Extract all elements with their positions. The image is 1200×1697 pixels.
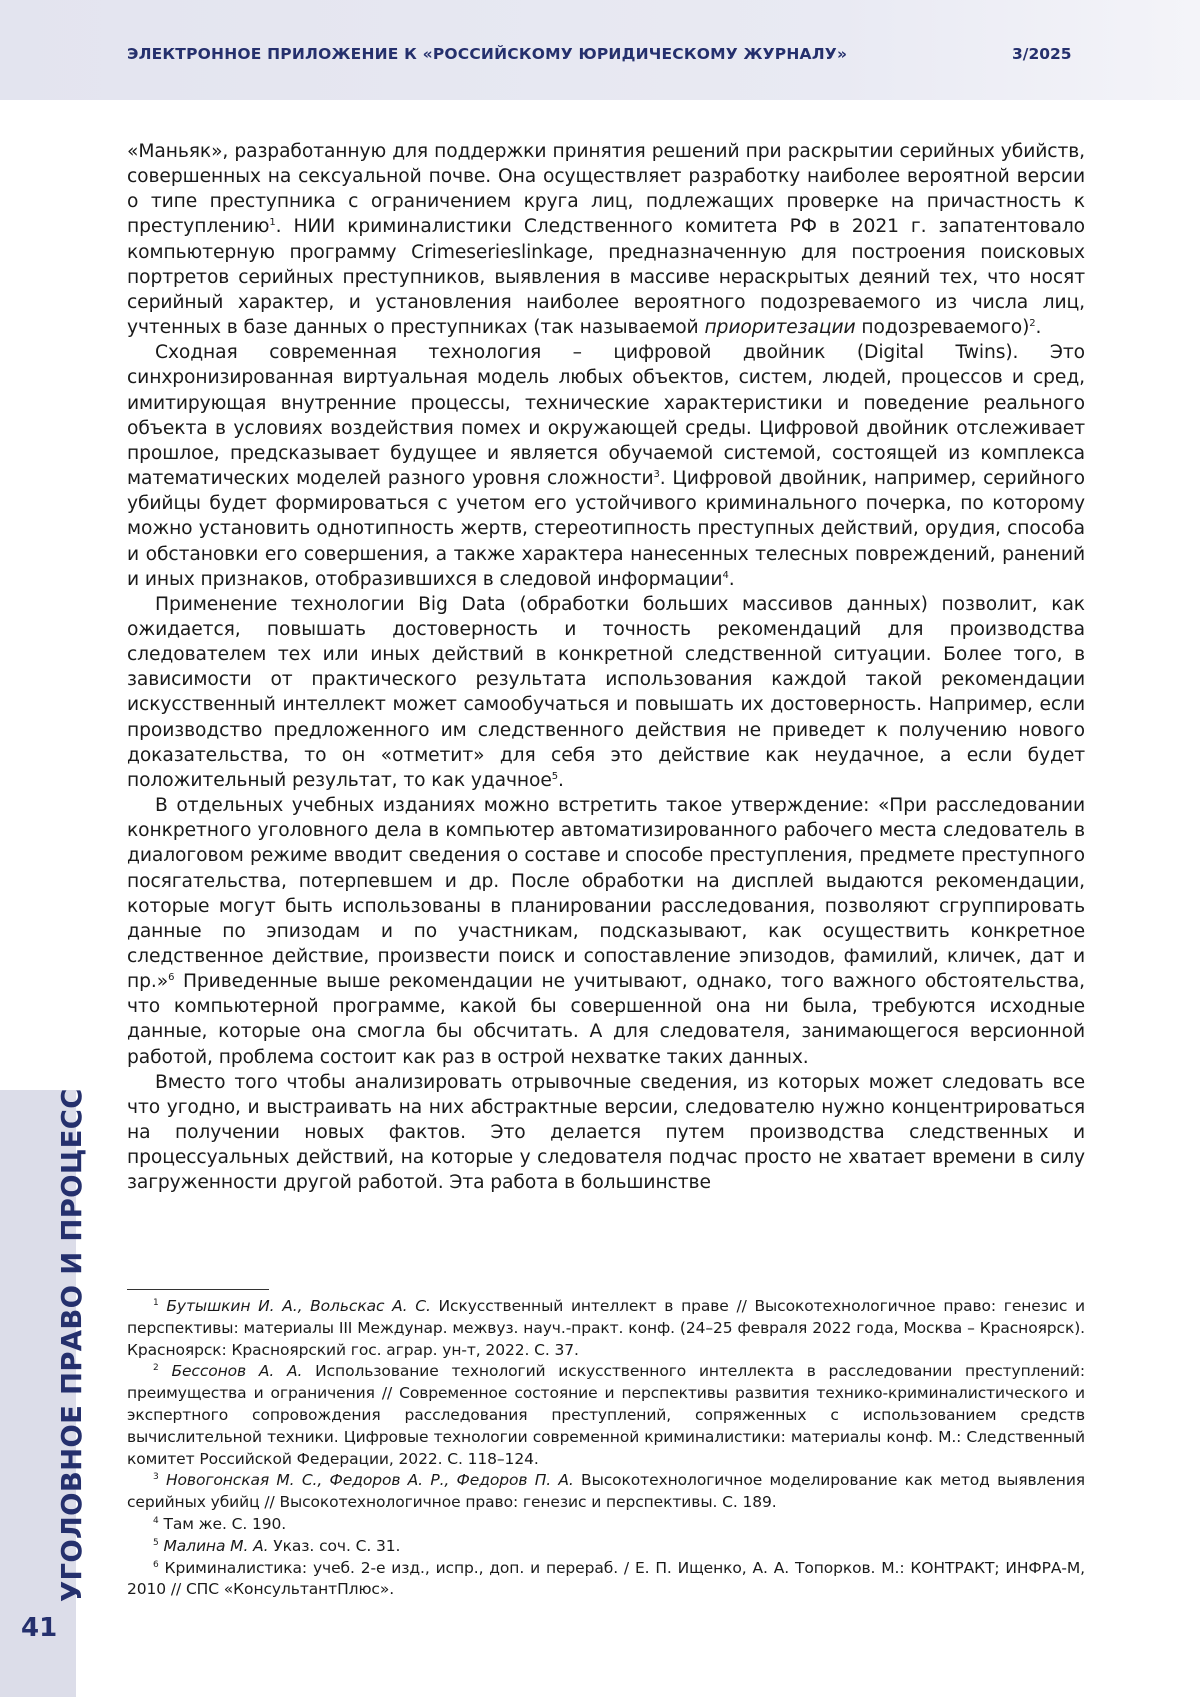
paragraph-text: . — [729, 569, 735, 590]
footnote-author: Новогонская М. С., Федоров А. Р., Федоров П. А. — [166, 1471, 574, 1489]
footnote-text: Криминалистика: учеб. 2-е изд., испр., доп. и перераб. / Е. П. Ищенко, А. А. Топорков. М.: КОНТРАКТ; ИНФРА-М, 2010 // СПС «КонсультантПлюс». — [127, 1559, 1085, 1599]
footnotes — [127, 1296, 1085, 1601]
paragraph-text: «Маньяк», разработанную для поддержки принятия решений при раскрытии серийных убийств, совершенных на сексуальной почве. Она осуществляет разработку наиболее вероятной версии о типе преступника с ограничением круга лиц, подлежащих проверке на причастность к преступлению — [127, 141, 1085, 237]
paragraph-text: . — [558, 770, 564, 791]
journal-header-band — [0, 0, 1200, 100]
issue-number: 3/2025 — [1012, 45, 1072, 63]
footnote-number: 1 — [153, 1298, 159, 1308]
page-number: 41 — [21, 1613, 57, 1643]
footnote-text: Использование технологий искусственного интеллекта в расследовании преступлений: преимущества и ограничения // Современное состояние и перспективы развития технико-криминалистического и экспертного сопровождения расследования преступлений, сопряженных с использованием средств вычислительной техники. Цифровые технологии современной криминалистики: материалы конф. М.: Следственный комитет Российской Федерации, 2022. С. 118–124. — [127, 1362, 1085, 1467]
paragraph-text: . Цифровой двойник, например, серийного убийцы будет формироваться с учетом его устойчивого криминального почерка, по которому можно установить однотипность жертв, стереотипность преступных действий, орудия, способа и обстановки его совершения, а также характера нанесенных телесных повреждений, ранений и иных признаков, отобразившихся в следовой информации — [127, 468, 1085, 590]
paragraph-text: подозреваемого) — [856, 317, 1030, 338]
footnote-number: 3 — [153, 1472, 159, 1482]
footnote-2 — [127, 1361, 1085, 1470]
footnote-author: Бессонов А. А. — [171, 1362, 302, 1380]
footnote-text: Указ. соч. С. 31. — [268, 1537, 400, 1555]
journal-title: ЭЛЕКТРОННОЕ ПРИЛОЖЕНИЕ К «РОССИЙСКОМУ ЮРИДИЧЕСКОМУ ЖУРНАЛУ» — [127, 45, 847, 63]
footnote-number: 2 — [153, 1363, 159, 1373]
paragraph-text: Приведенные выше рекомендации не учитывают, однако, того важного обстоятельства, что компьютерной программе, какой бы совершенной она ни была, требуются исходные данные, которые она смогла бы обсчитать. А для следователя, занимающегося версионной работой, проблема состоит как раз в острой нехватке таких данных. — [127, 971, 1085, 1067]
paragraph-text: . НИИ криминалистики Следственного комитета РФ в 2021 г. запатентовало компьютерную программу Crimeserieslinkage, предназначенную для построения поисковых портретов серийных преступников, выявления в массиве нераскрытых деяний тех, что носят серийный характер, и установления наиболее вероятного подозреваемого из числа лиц, учтенных в базе данных о преступниках (так называемой — [127, 216, 1085, 338]
section-label: УГОЛОВНОЕ ПРАВО И ПРОЦЕСС — [56, 1088, 88, 1602]
footnote-text: Искусственный интеллект в праве // Высокотехнологичное право: генезис и перспективы: материалы III Междунар. межвуз. науч.-практ. конф. (24–25 февраля 2022 года, Москва – Красноярск). Красноярск: Красноярский гос. аграр. ун-т, 2022. С. 37. — [127, 1297, 1085, 1359]
paragraph-text: Вместо того чтобы анализировать отрывочные сведения, из которых может следовать все что угодно, и выстраивать на них абстрактные версии, следователю нужно концентрироваться на получении новых фактов. Это делается путем производства следственных и процессуальных действий, на которые у следователя подчас просто не хватает времени в силу загруженности другой работой. Эта работа в большинстве — [127, 1072, 1085, 1194]
footnote-ref: 5 — [552, 771, 558, 782]
footnote-text: Высокотехнологичное моделирование как метод выявления серийных убийц // Высокотехнологичное право: генезис и перспективы. С. 189. — [127, 1471, 1085, 1511]
paragraph-4 — [127, 793, 1085, 1070]
footnote-author: Малина М. А. — [163, 1537, 268, 1555]
footnote-number: 5 — [153, 1538, 159, 1548]
paragraph-1 — [127, 139, 1085, 340]
footnote-author: Бутышкин И. А., Вольскас А. С. — [166, 1297, 430, 1315]
footnote-3 — [127, 1470, 1085, 1514]
footnote-separator — [127, 1289, 269, 1290]
paragraph-text: . — [1036, 317, 1042, 338]
italic-term: приоритезации — [704, 317, 855, 338]
footnote-ref: 6 — [168, 972, 174, 983]
footnote-4 — [127, 1514, 1085, 1536]
footnote-number: 4 — [153, 1516, 159, 1526]
footnote-ref: 4 — [722, 570, 728, 581]
footnote-number: 6 — [153, 1560, 159, 1570]
footnote-6 — [127, 1558, 1085, 1602]
footnote-ref: 1 — [269, 217, 275, 228]
footnote-1 — [127, 1296, 1085, 1361]
paragraph-text: Сходная современная технология – цифровой двойник (Digital Twins). Это синхронизированная виртуальная модель любых объектов, систем, людей, процессов и сред, имитирующая внутренние процессы, технические характеристики и поведение реального объекта в условиях воздействия помех и окружающей среды. Цифровой двойник отслеживает прошлое, предсказывает будущее и является обучаемой системой, состоящей из комплекса математических моделей разного уровня сложности — [127, 342, 1085, 489]
paragraph-text: Применение технологии Big Data (обработки больших массивов данных) позволит, как ожидается, повышать достоверность и точность рекомендаций для производства следователем тех или иных действий в конкретной следственной ситуации. Более того, в зависимости от практического результата использования каждой такой рекомендации искусственный интеллект может самообучаться и повышать их достоверность. Например, если производство предложенного им следственного действия не приведет к получению нового доказательства, то он «отметит» для себя это действие как неудачное, а если будет положительный результат, то как удачное — [127, 594, 1085, 791]
paragraph-3 — [127, 592, 1085, 793]
footnote-ref: 3 — [654, 469, 660, 480]
footnote-5 — [127, 1536, 1085, 1558]
footnote-text: Там же. С. 190. — [163, 1515, 286, 1533]
footnote-ref: 2 — [1029, 318, 1035, 329]
article-body — [127, 139, 1085, 1196]
paragraph-text: В отдельных учебных изданиях можно встретить такое утверждение: «При расследовании конкретного уголовного дела в компьютер автоматизированного рабочего места следователь в диалоговом режиме вводит сведения о составе и способе преступления, предмете преступного посягательства, потерпевшем и др. После обработки на дисплей выдаются рекомендации, которые могут быть использованы в планировании расследования, позволяют сгруппировать данные по эпизодам и по участникам, подсказывают, как осуществить конкретное следственное действие, произвести поиск и сопоставление эпизодов, фамилий, кличек, дат и пр.» — [127, 795, 1085, 992]
paragraph-5 — [127, 1070, 1085, 1196]
paragraph-2 — [127, 340, 1085, 592]
